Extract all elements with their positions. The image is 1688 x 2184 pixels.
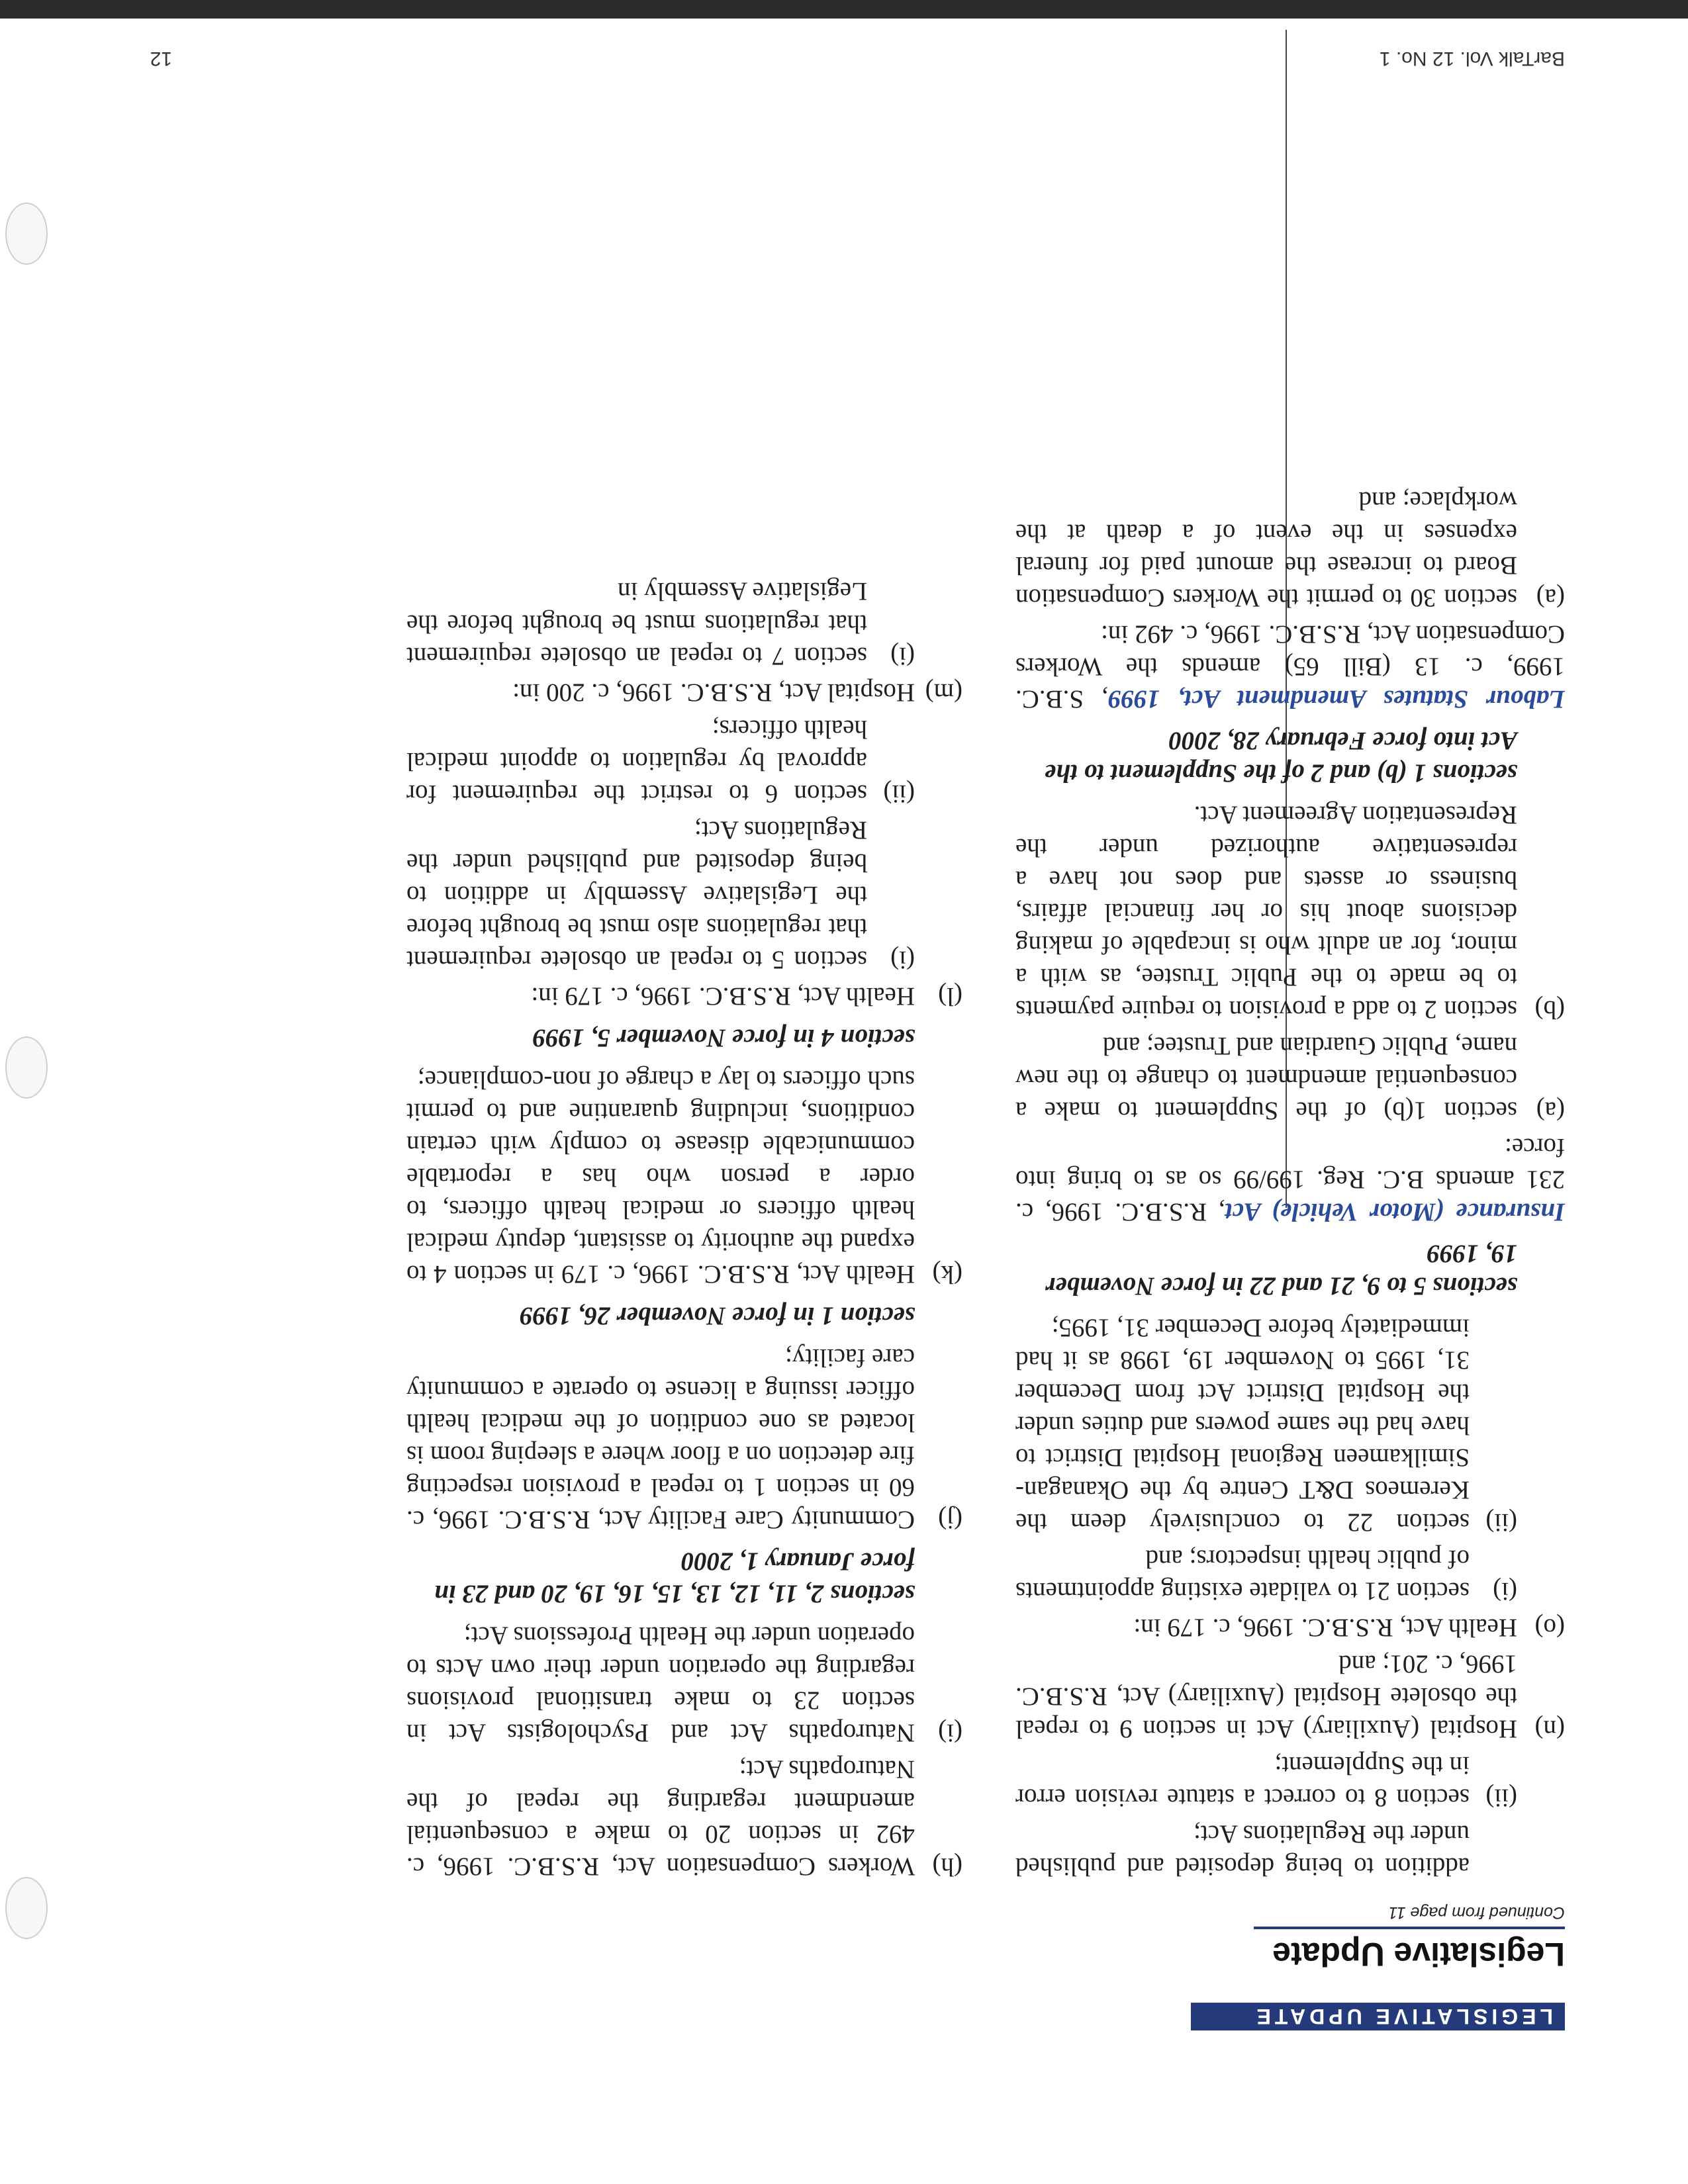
punch-hole-3: [5, 203, 48, 265]
act-title: Insurance (Motor Vehicle) Act: [1225, 1198, 1565, 1226]
section-banner: LEGISLATIVE UPDATE: [1191, 2003, 1565, 2030]
scan-edge: [0, 0, 1688, 19]
section-title: Legislative Update: [1272, 1936, 1565, 1973]
paragraph: addition to being deposited and published under the Regulations Act;: [1015, 1820, 1470, 1881]
list-item: (a) section 1(b) of the Supplement to make a consequential amendment to change to the new name, Public Guardian and Trustee; and: [1015, 1032, 1565, 1125]
list-item: (i) section 21 to validate existing appointments of public health inspectors; and: [1015, 1545, 1517, 1606]
punch-hole-1: [5, 1877, 48, 1939]
in-force-note: section 4 in force November 5, 1999: [532, 1024, 915, 1052]
list-item: (ii) section 6 to restrict the requirement for approval by regulation to appoint medical health officers;: [406, 715, 915, 808]
list-item: (i) Naturopaths Act and Psychologists Act in section 23 to make transitional provisions regarding the operation under their own Acts to operation under the Health Professions Act;: [406, 1621, 962, 1747]
list-item: (b) section 2 to add a provision to require payments to be made to the Public Trustee, as with a minor, for an adult who is incapable of making decisions about his or her financial affairs, business or assets and does not have a representative authorized under the Representation Agreement Act.: [1015, 801, 1565, 1024]
list-item: (i) section 7 to repeal an obsolete requirement that regulations must be brought before the Legislative Assembly in: [406, 577, 915, 670]
page-number: 12: [150, 48, 172, 69]
in-force-note: sections 1 (b) and 2 of the Supplement to the Act into force February 28, 2000: [1045, 727, 1517, 788]
title-rule: [1254, 1927, 1565, 1929]
act-paragraph: Insurance (Motor Vehicle) Act, R.S.B.C. 1996, c. 231 amends B.C. Reg. 199/99 so as to bring into force:: [1015, 1133, 1565, 1226]
list-item: (ii) section 8 to correct a statute revision error in the Supplement;: [1015, 1751, 1517, 1812]
list-item: (n) Hospital (Auxiliary) Act in section 9 to repeal the obsolete Hospital (Auxiliary) Act, R.S.B.C. 1996, c. 201; and: [1015, 1650, 1565, 1743]
column-right: [406, 571, 962, 1883]
column-left: [1015, 480, 1565, 1883]
issue-label: BarTalk Vol. 12 No. 1: [1379, 48, 1565, 69]
list-item: (m) Hospital Act, R.S.B.C. 1996, c. 200 in:: [512, 678, 962, 707]
in-force-note: section 1 in force November 26, 1999: [520, 1302, 915, 1330]
list-item: (o) Health Act, R.S.B.C. 1996, c. 179 in:: [1133, 1614, 1565, 1642]
act-title: Labour Statutes Amendment Act, 1999: [1107, 685, 1565, 713]
punch-hole-2: [5, 1036, 48, 1099]
list-item: (h) Workers Compensation Act, R.S.B.C. 1996, c. 492 in section 20 to make a consequential amendment regarding the repeal of the Naturopaths Act;: [406, 1755, 962, 1881]
list-item: (a) section 30 to permit the Workers Compensation Board to increase the amount paid for funeral expenses in the event of a death at the workplace; and: [1015, 486, 1565, 612]
list-item: (l) Health Act, R.S.B.C. 1996, c. 179 in:: [531, 982, 962, 1011]
in-force-note: sections 2, 11, 12, 13, 15, 16, 19, 20 and 23 in force January 1, 2000: [434, 1547, 915, 1608]
list-item: (i) section 5 to repeal an obsolete requirement that regulations also must be brought before the Legislative Assembly in addition to being deposited and published under the Regulations Act;: [406, 816, 915, 974]
list-item: (j) Community Care Facility Act, R.S.B.C. 1996, c. 60 in section 1 to repeal a provision respecting fire detection on a floor where a sleeping room is located as one condition of the medical health officer issuing a license to operate a community care facility;: [406, 1343, 962, 1534]
list-item: (ii) section 22 to conclusively deem the Keremeos D&T Centre by the Okanagan-Similkameen Regional Hospital District to have had the same powers and duties under the Hospital District Act from December 31, 1995 to November 19, 1998 as it had immediately before December 31, 1995;: [1015, 1314, 1517, 1537]
act-paragraph: Labour Statutes Amendment Act, 1999, S.B.C. 1999, c. 13 (Bill 65) amends the Workers Compensation Act, R.S.B.C. 1996, c. 492 in:: [1015, 620, 1565, 713]
list-item: (k) Health Act, R.S.B.C. 1996, c. 179 in section 4 to expand the authority to assistant, deputy medical health officers or medical health officers, to order a person who has a reportable communicable disease to comply with certain conditions, including quarantine and to permit such officers to lay a charge of non-compliance;: [406, 1066, 962, 1289]
continued-note: Continued from page 11: [1388, 1903, 1565, 1922]
in-force-note: sections 5 to 9, 21 and 22 in force November 19, 1999: [1045, 1240, 1517, 1300]
